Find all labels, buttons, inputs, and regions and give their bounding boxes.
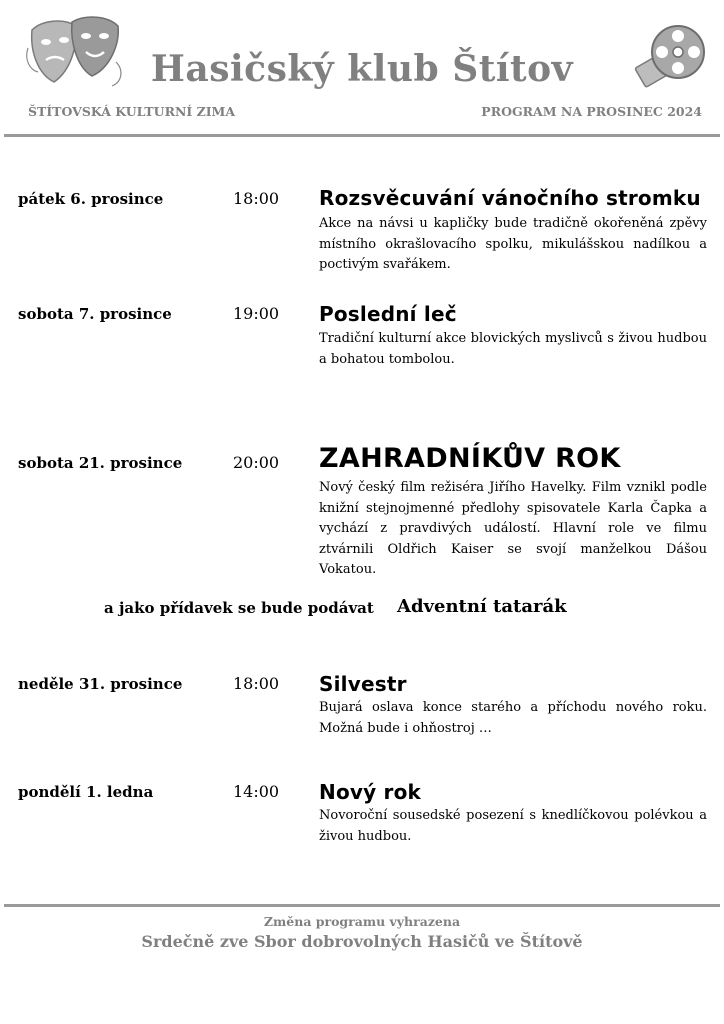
event-date: sobota 7. prosince	[18, 305, 172, 323]
event-title: Poslední leč	[319, 302, 457, 326]
event-date: pátek 6. prosince	[18, 190, 164, 208]
program-month-subtitle: PROGRAM NA PROSINEC 2024	[481, 104, 702, 119]
event-title: Silvestr	[319, 672, 407, 696]
extra-offer-dish: Adventní tatarák	[397, 596, 567, 617]
event-date: pondělí 1. ledna	[18, 783, 154, 801]
event-description: Nový český film režiséra Jiřího Havelky. Film vznikl podle knižní stejnojmenné předlohy spisovatele Karla Čapka a vychází z pravdivých událostí. Hlavní role ve filmu ztvárnili Oldřich Kaiser se svojí manželkou Dášou Vokatou.	[319, 480, 707, 577]
header-divider	[4, 134, 720, 137]
series-subtitle: ŠTÍTOVSKÁ KULTURNÍ ZIMA	[28, 104, 236, 119]
event-date: sobota 21. prosince	[18, 454, 183, 472]
extra-offer-prefix: a jako přídavek se bude podávat	[104, 599, 374, 617]
event-description: Bujará oslava konce starého a příchodu nového roku. Možná bude i ohňostroj …	[319, 700, 707, 736]
event-description: Novoroční sousedské posezení s knedlíčkovou polévkou a živou hudbou.	[319, 808, 707, 844]
event-time: 20:00	[233, 453, 280, 472]
footer-note: Změna programu vyhrazena	[263, 914, 461, 929]
event-time: 14:00	[233, 782, 280, 801]
page-title: Hasičský klub Štítov	[150, 48, 574, 90]
event-title: Nový rok	[319, 780, 422, 804]
event-title: ZAHRADNÍKŮV ROK	[319, 443, 621, 474]
event-time: 18:00	[233, 674, 280, 693]
event-date: neděle 31. prosince	[18, 675, 183, 693]
event-time: 19:00	[233, 304, 280, 323]
event-description: Akce na návsi u kapličky bude tradičně okořeněná zpěvy místního okrašlovacího spolku, mikulášskou nadílkou a poctivým svařákem.	[319, 216, 707, 272]
event-title: Rozsvěcuvání vánočního stromku	[319, 186, 701, 210]
event-time: 18:00	[233, 189, 280, 208]
event-description: Tradiční kulturní akce blovických myslivců s živou hudbou a bohatou tombolou.	[319, 331, 707, 367]
footer-invitation: Srdečně zve Sbor dobrovolných Hasičů ve Štítově	[141, 932, 583, 951]
footer-divider	[4, 904, 720, 907]
